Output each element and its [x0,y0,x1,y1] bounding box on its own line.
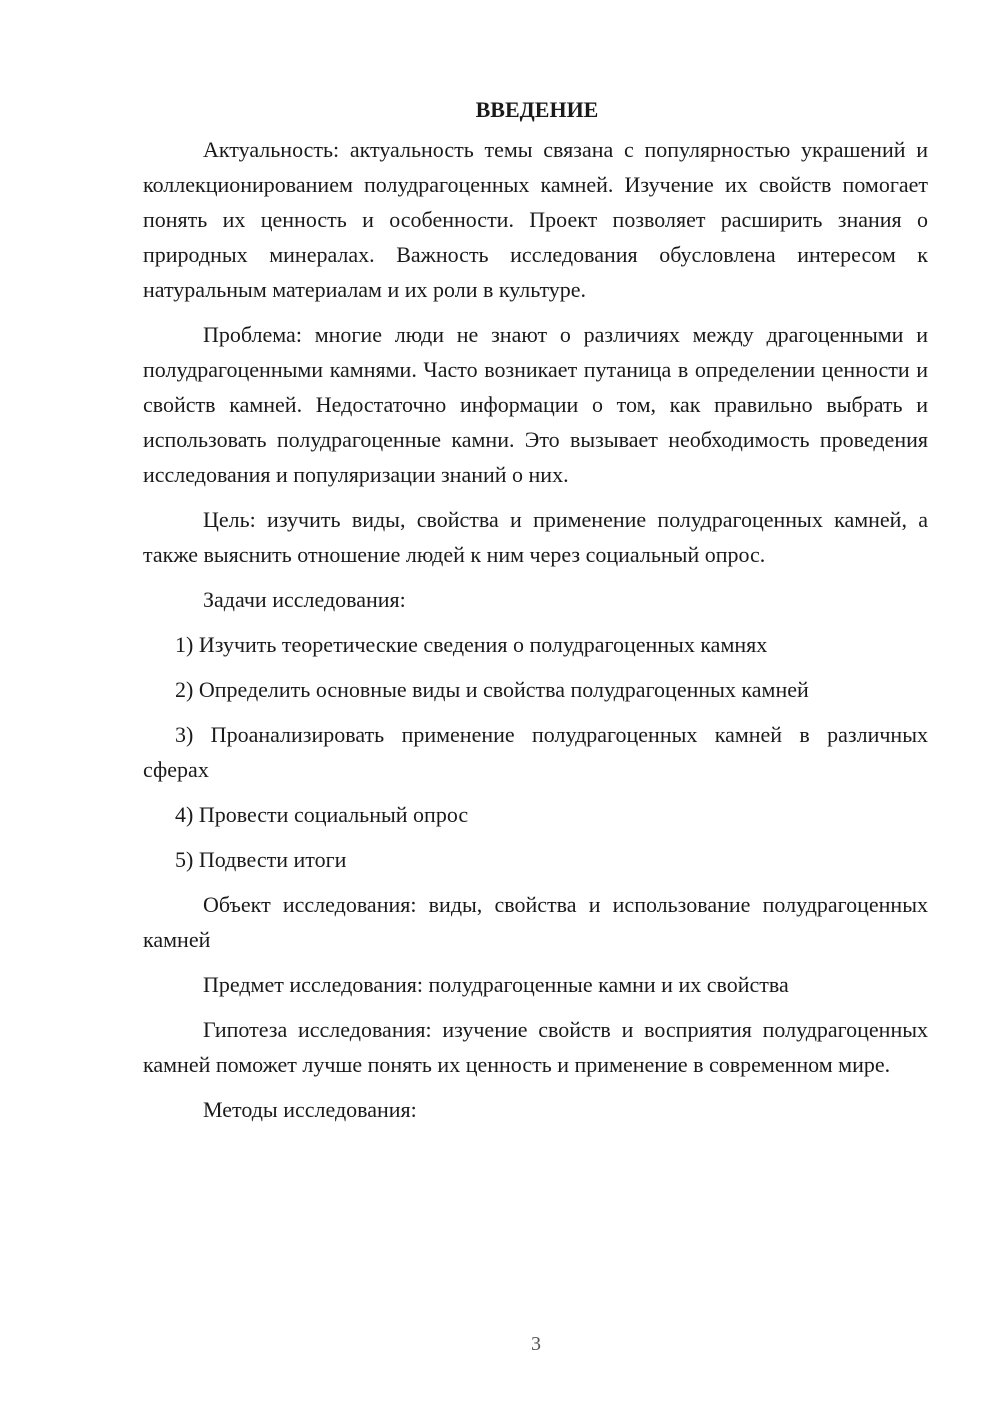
task-item: 3) Проанализировать применение полудрагоценных камней в различных сферах [143,722,928,782]
task-item: 1) Изучить теоретические сведения о полудрагоценных камнях [175,632,768,657]
object-paragraph: Объект исследования: виды, свойства и использование полудрагоценных камней [143,892,928,952]
relevance-paragraph: Актуальность: актуальность темы связана с популярностью украшений и коллекционированием полудрагоценных камней. Изучение их свойств помогает понять их ценность и особенности. Проект позволяет расширить знания о природных минералах. Важность исследования обусловлена интересом к натуральным материалам и их роли в культуре. [143,137,928,302]
methods-heading: Методы исследования: [203,1097,417,1122]
document-page [143,92,928,1137]
page-number: 3 [531,1333,541,1355]
subject-paragraph: Предмет исследования: полудрагоценные камни и их свойства [203,972,789,997]
tasks-heading: Задачи исследования: [203,587,406,612]
goal-paragraph: Цель: изучить виды, свойства и применение полудрагоценных камней, а также выяснить отношение людей к ним через социальный опрос. [143,507,928,567]
problem-paragraph: Проблема: многие люди не знают о различиях между драгоценными и полудрагоценными камнями. Часто возникает путаница в определении ценности и свойств камней. Недостаточно информации о том, как правильно выбрать и использовать полудрагоценные камни. Это вызывает необходимость проведения исследования и популяризации знаний о них. [143,322,928,487]
hypothesis-paragraph: Гипотеза исследования: изучение свойств и восприятия полудрагоценных камней поможет лучше понять их ценность и применение в современном мире. [143,1017,928,1077]
page-title: ВВЕДЕНИЕ [475,97,599,122]
task-item: 5) Подвести итоги [175,847,347,872]
task-item: 2) Определить основные виды и свойства полудрагоценных камней [175,677,809,702]
task-item: 4) Провести социальный опрос [175,802,469,827]
